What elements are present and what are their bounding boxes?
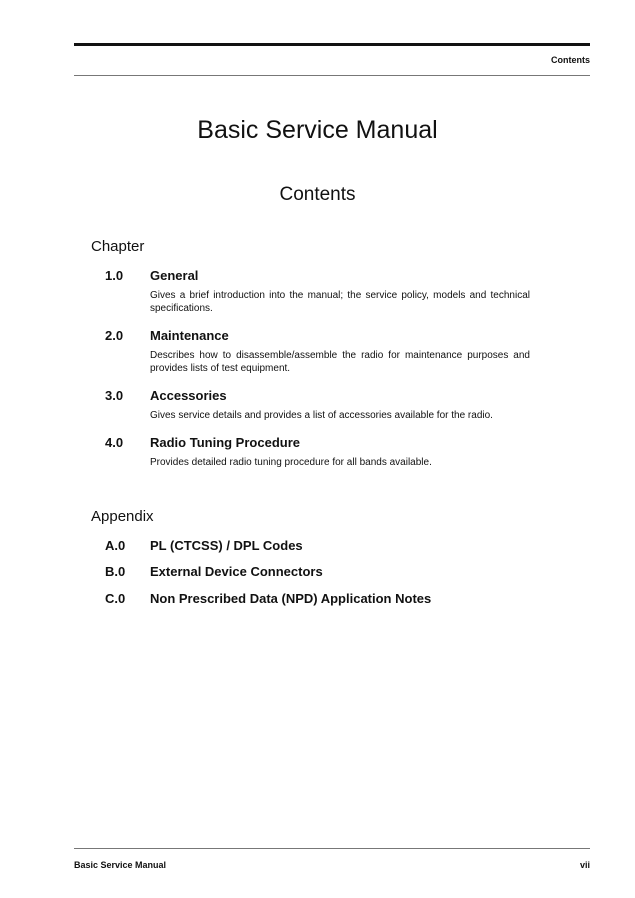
entry-number: A.0 [105,538,126,553]
header-label: Contents [551,55,590,65]
entry-number: 3.0 [105,388,124,403]
entry-title: Non Prescribed Data (NPD) Application Notes [150,591,432,606]
appendix-heading: Appendix [91,508,154,525]
chapter-entry [105,328,530,375]
footer-rule [74,848,590,849]
chapter-entry [105,268,530,315]
appendix-entry [105,564,530,579]
entry-description: Gives a brief introduction into the manual; the service policy, models and technical specifications. [150,290,530,314]
entry-title: External Device Connectors [150,564,323,579]
chapter-entry [105,388,530,422]
entry-title: Radio Tuning Procedure [150,435,300,450]
footer-title: Basic Service Manual [74,860,167,870]
entry-title: PL (CTCSS) / DPL Codes [150,538,303,553]
entry-title: General [150,268,199,283]
appendix-entry [105,591,530,606]
entry-description: Describes how to disassemble/assemble the radio for maintenance purposes and provides lists of test equipment. [150,350,530,374]
entry-number: C.0 [105,591,126,606]
entry-title: Accessories [150,388,227,403]
entry-number: 1.0 [105,268,124,283]
document-subtitle: Contents [279,184,356,205]
entry-description: Provides detailed radio tuning procedure for all bands available. [150,457,432,468]
entry-description: Gives service details and provides a list of accessories available for the radio. [150,410,493,421]
chapter-entry [105,435,530,469]
chapter-heading: Chapter [91,238,145,255]
entry-title: Maintenance [150,328,229,343]
entry-number: B.0 [105,564,126,579]
document-title: Basic Service Manual [197,116,438,144]
page-number: vii [579,860,590,870]
appendix-entry [105,538,530,553]
entry-number: 4.0 [105,435,124,450]
header-rule-thin [74,75,590,76]
header-rule-thick [74,43,590,46]
entry-number: 2.0 [105,328,124,343]
